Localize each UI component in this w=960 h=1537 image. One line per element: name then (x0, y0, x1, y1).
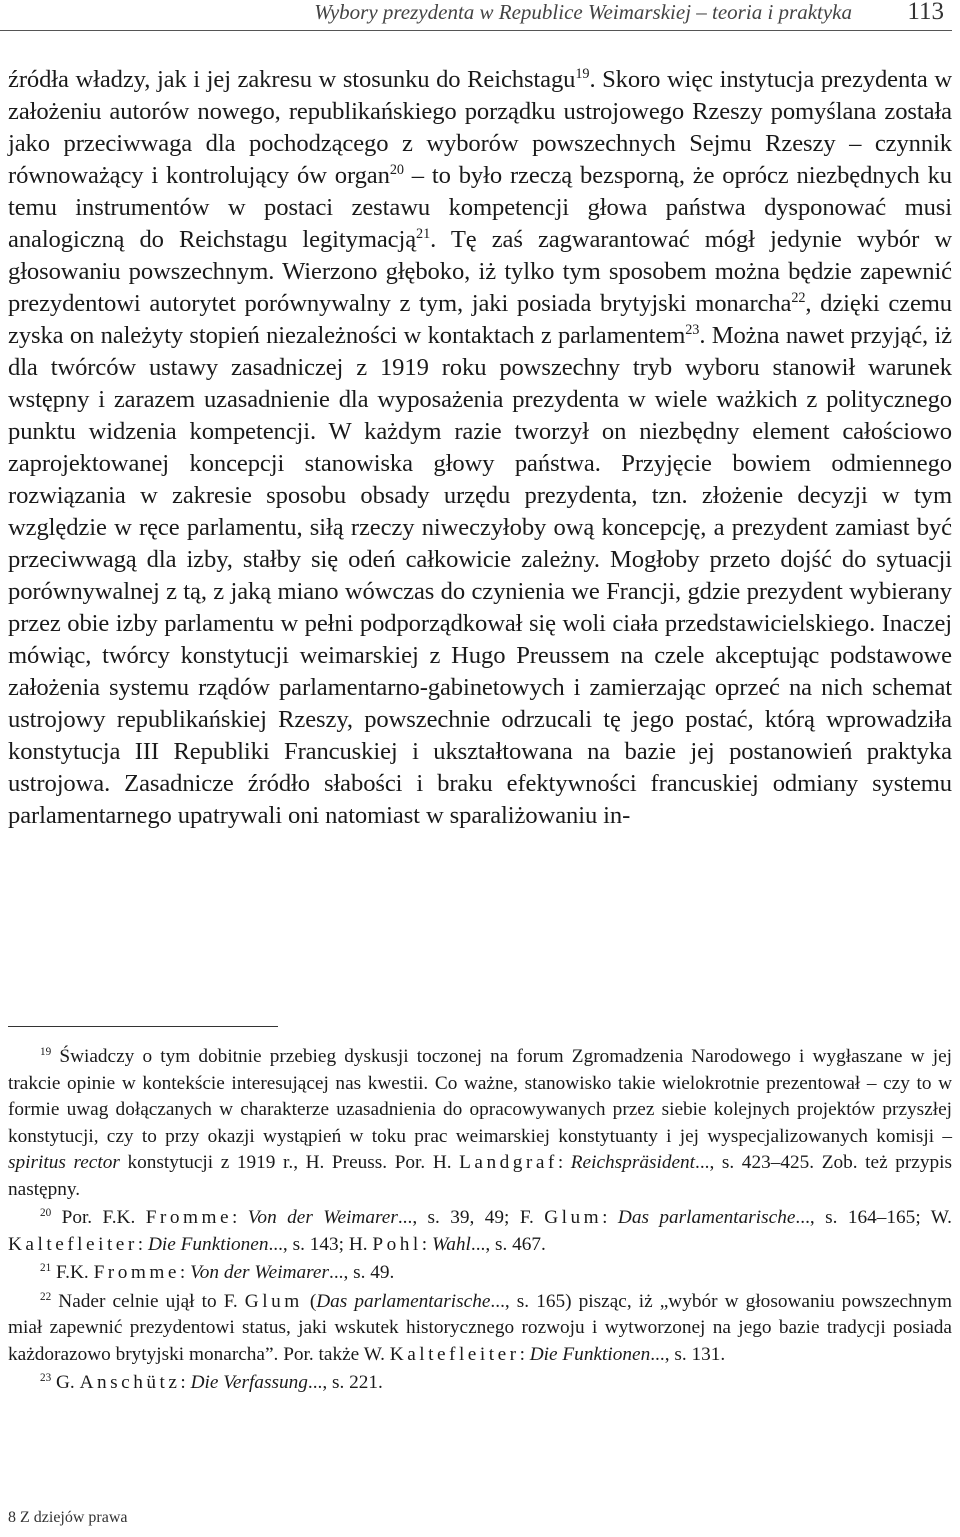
footnote-text: konstytucji z 1919 r., H. Preuss. Por. H. (119, 1152, 460, 1173)
footnote-text: ..., s. 49. (329, 1262, 395, 1283)
author-name: Landgraf (459, 1152, 558, 1173)
footnote-text: : (137, 1233, 148, 1255)
footnote-italic: spiritus rector (8, 1152, 120, 1173)
footnote-text: ..., s. 164–165; W. (795, 1207, 952, 1228)
author-name: Fromme (145, 1207, 233, 1228)
author-name: Pohl (372, 1233, 422, 1255)
footnote-19 (8, 1044, 952, 1203)
footnote-italic: Von der Weimarer (247, 1207, 398, 1228)
footnote-text: ..., s. 221. (307, 1372, 383, 1393)
body-text-segment: . Można nawet przyjąć, iż dla twórców ustawy zasadniczej z 1919 roku powszechny tryb wyboru stanowił warunek wstępny i zarazem uzasadnienie dla wyposażenia prezydenta w wiele ważkich z politycznego punktu widzenia kompetencji. W każdym razie tworzył on niezbędny element całościowo zaprojektowanej koncepcji stanowiska głowy państwa. Przyjęcie bowiem odmiennego rozwiązania w zakresie sposobu obsady urzędu prezydenta, tzn. złożenie decyzji w tym względzie w ręce parlamentu, siłą rzeczy niweczyłoby ową koncepcję, a prezydent zamiast być przeciwwagą dla izby, stałby się odeń całkowicie zależny. Mogłoby przeto dojść do sytuacji porównywalnej z tą, z jaką miano wówczas do czynienia we Francji, gdzie prezydent wybierany przez obie izby parlamentu w pełni podporządkował się woli ciała przedstawicielskiego. Inaczej mówiąc, twórcy konstytucji weimarskiej z Hugo Preussem na czele akceptując podstawowe założenia systemu rządów parlamentarno-gabinetowych i zamierzając oprzeć na nich schemat ustrojowy republikańskiej Rzeszy, powszechnie odrzucali tę jego postać, którą wprowadziła konstytucja III Republiki Francuskiej i ukształtowana na bazie jej postanowień praktyka ustrojowa. Zasadnicze źródło słabości i braku efektywności francuskiej odmiany systemu parlamentarnego upatrywali oni natomiast w sparaliżowaniu in- (8, 322, 952, 829)
body-text-segment: . Tę zaś zagwarantować mógł jedynie wybór w głosowaniu powszechnym. Wierzono głęboko, iż tylko tym sposobem można będzie zapewnić prezydentowi autorytet porównywalny z tym, jaki posiada brytyjski monarcha (8, 226, 952, 317)
footnote-text: F.K. (51, 1262, 94, 1283)
body-text-segment: , dzięki czemu zyska on należyty stopień niezależności w kontaktach z parlamentem (8, 290, 952, 349)
footnote-text: G. (51, 1372, 80, 1393)
footnote-text: : (602, 1207, 618, 1228)
signature-mark: 8 Z dziejów prawa (8, 1509, 128, 1526)
main-paragraph (8, 64, 952, 832)
running-header (0, 0, 952, 31)
author-name: Glum (544, 1207, 603, 1228)
footnote-text: : (179, 1262, 191, 1283)
author-name: Glum (244, 1290, 303, 1312)
footnote-text: ..., s. 39, 49; F. (397, 1207, 545, 1228)
footnote-italic: Die Funktionen (529, 1343, 651, 1365)
footnote-text: : (180, 1372, 191, 1393)
footnote-text: : (519, 1343, 530, 1365)
footnote-number: 23 (40, 1372, 52, 1385)
footnote-text: : (557, 1152, 571, 1173)
footnote-23 (8, 1370, 952, 1397)
footnote-italic: Die Verfassung (190, 1372, 308, 1393)
footnote-text: ( (302, 1290, 317, 1312)
footnote-ref-22[interactable]: 22 (791, 290, 806, 307)
footnote-text: Świadczy o tym dobitnie przebieg dyskusji toczonej na forum Zgromadzenia Narodowego i wygłaszane w jej trakcie opinie w kontekście interesującej nas kwestii. Co ważne, stanowisko takie wielokrotnie prezentował – czy to w formie uwag dołączanych w charakterze uzasadnienia do opracowywanych przez siebie kolejnych projektów przyszłej konstytucji, czy to przy okazji wystąpień w toku prac weimarskiej konstytuanty i jej wyspecjalizowanych komisji – (8, 1046, 952, 1147)
footnote-italic: Wahl (431, 1233, 471, 1255)
footnote-ref-20[interactable]: 20 (389, 162, 404, 179)
footnote-22 (8, 1289, 952, 1369)
footnote-number: 20 (40, 1207, 52, 1220)
body-text-segment: źródła władzy, jak i jej zakresu w stosunku do Reichstagu (8, 66, 576, 93)
footnote-ref-23[interactable]: 23 (685, 322, 700, 339)
footnote-italic: Das parlamentarische (316, 1290, 491, 1312)
footnote-italic: Reichspräsident (570, 1152, 696, 1173)
footnote-20 (8, 1205, 952, 1258)
footnote-text: ..., s. 423–425. Zob. też przypis następny. (8, 1152, 952, 1200)
author-name: Anschütz (79, 1372, 181, 1393)
author-name: Kaltefleiter (389, 1343, 520, 1365)
footnotes (8, 1044, 952, 1399)
footnote-text: : (421, 1233, 432, 1255)
footnote-text: ..., s. 131. (650, 1343, 726, 1365)
footnote-text: ..., s. 143; H. (268, 1233, 373, 1255)
page-number: 113 (907, 0, 944, 25)
footnote-number: 22 (40, 1290, 52, 1303)
footnote-separator (8, 1026, 278, 1027)
footnote-21 (8, 1260, 952, 1287)
author-name: Fromme (93, 1262, 180, 1283)
footnote-italic: Das parlamentarische (617, 1207, 796, 1228)
running-title: Wybory prezydenta w Republice Weimarskiej – teoria i praktyka (314, 0, 852, 24)
footnote-number: 19 (40, 1046, 52, 1059)
footnote-number: 21 (40, 1262, 52, 1275)
footnote-ref-19[interactable]: 19 (575, 66, 590, 83)
footnote-text: : (232, 1207, 248, 1228)
footnote-italic: Die Funktionen (147, 1233, 269, 1255)
footnote-ref-21[interactable]: 21 (416, 226, 431, 243)
author-name: Kaltefleiter (8, 1233, 138, 1255)
footnote-text: ..., s. 467. (470, 1233, 546, 1255)
body-text-segment: – to było rzeczą bezsporną, że oprócz niezbędnych ku temu instrumentów w postaci zestawu kompetencji głowa państwa dysponować musi analogiczną do Reichstagu legitymacją (8, 162, 952, 253)
footnote-text: Por. F.K. (51, 1207, 146, 1228)
footnote-text: Nader celnie ujął to F. (51, 1290, 245, 1312)
footnote-text: ..., s. 165) pisząc, iż „wybór w głosowaniu powszechnym miał zapewnić prezydentowi status, jaki wskutek historycznego rozwoju i wytworzonej na jego bazie tradycji posiada każdorazowo brytyjski monarcha”. Por. także W. (8, 1290, 952, 1365)
footnote-italic: Von der Weimarer (190, 1262, 329, 1283)
body-text-segment: . Skoro więc instytucja prezydenta w założeniu autorów nowego, republikańskiego porządku ustrojowego Rzeszy pomyślana została jako przeciwwaga dla pochodzącego z wyborów powszechnych Sejmu Rzeszy – czynnik równoważący i kontrolujący ów organ (8, 66, 952, 189)
